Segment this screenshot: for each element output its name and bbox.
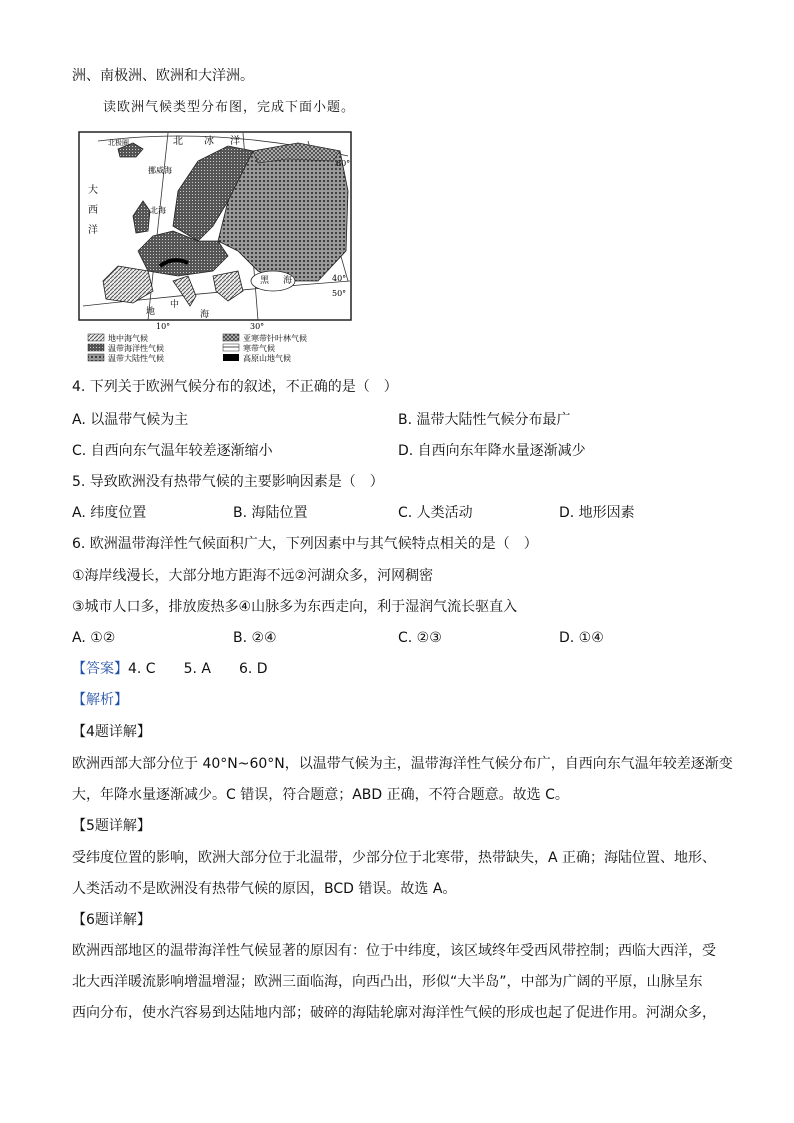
- q6-option-d[interactable]: D. ①④: [559, 630, 604, 646]
- label-north-sea: 北海: [150, 206, 166, 215]
- answer-text: 4. C 5. A 6. D: [128, 661, 268, 677]
- legend-item-polar: 寒带气候: [243, 344, 275, 353]
- legend-item-continental: 温带大陆性气候: [108, 354, 164, 363]
- q5-option-a[interactable]: A. 纬度位置: [72, 505, 147, 521]
- label-10: 10°: [156, 322, 171, 331]
- label-arctic-circle: 北极圈: [108, 139, 129, 147]
- legend-item-oceanic: 温带海洋性气候: [108, 344, 164, 353]
- label-da: 大: [88, 185, 98, 196]
- label-60: 60°: [336, 159, 351, 168]
- detail-4-heading: 【4题详解】: [72, 724, 151, 740]
- legend-item-highland: 高原山地气候: [243, 354, 291, 363]
- detail-6-heading: 【6题详解】: [72, 912, 151, 928]
- detail-4-text-2: 大，年降水量逐渐减少。C 错误，符合题意；ABD 正确，不符合题意。故选 C。: [72, 787, 569, 803]
- question-4: 4. 下列关于欧洲气候分布的叙述，不正确的是（ ）: [72, 379, 398, 395]
- q6-statements-2: ③城市人口多，排放废热多④山脉多为东西走向，利于湿润气流长驱直入: [72, 599, 518, 615]
- detail-6-text-1: 欧洲西部地区的温带海洋性气候显著的原因有：位于中纬度，该区域终年受西风带控制；西临大西洋，受: [72, 943, 716, 959]
- label-zhong: 中: [170, 300, 180, 310]
- label-yang: 洋: [230, 136, 240, 147]
- map-legend: [88, 333, 307, 363]
- q5-option-d[interactable]: D. 地形因素: [559, 505, 635, 521]
- map-intro: 读欧洲气候类型分布图，完成下面小题。: [103, 100, 356, 115]
- label-50: 50°: [332, 289, 347, 298]
- q6-statements-1: ①海岸线漫长，大部分地方距海不远②河湖众多，河网稠密: [72, 568, 434, 584]
- detail-5-text-1: 受纬度位置的影响，欧洲大部分位于北温带，少部分位于北寒带，热带缺失，A 正确；海陆位置、地形、: [72, 850, 717, 866]
- question-5: 5. 导致欧洲没有热带气候的主要影响因素是（ ）: [72, 474, 384, 490]
- q4-option-c[interactable]: C. 自西向东气温年较差逐渐缩小: [72, 443, 273, 459]
- q4-option-b[interactable]: B. 温带大陆性气候分布最广: [398, 412, 571, 428]
- detail-6-text-2: 北大西洋暖流影响增温增湿；欧洲三面临海，向西凸出，形似“大半岛”，中部为广阔的平原，山脉呈东: [72, 974, 703, 990]
- q4-option-a[interactable]: A. 以温带气候为主: [72, 412, 189, 428]
- legend-item-subarctic: 亚寒带针叶林气候: [243, 334, 307, 343]
- q5-option-c[interactable]: C. 人类活动: [398, 505, 473, 521]
- map-svg: [78, 131, 358, 367]
- label-bing: 冰: [204, 136, 214, 147]
- q4-option-d[interactable]: D. 自西向东年降水量逐渐减少: [398, 443, 586, 459]
- detail-5-heading: 【5题详解】: [72, 818, 151, 834]
- answer-label: 【答案】: [72, 661, 128, 677]
- question-6: 6. 欧洲温带海洋性气候面积广大，下列因素中与其气候特点相关的是（ ）: [72, 536, 538, 552]
- europe-climate-map: [78, 131, 358, 367]
- label-30: 30°: [250, 322, 265, 331]
- q6-option-a[interactable]: A. ①②: [72, 630, 116, 646]
- label-di: 地: [146, 307, 156, 317]
- q6-option-b[interactable]: B. ②④: [233, 630, 277, 646]
- detail-5-text-2: 人类活动不是欧洲没有热带气候的原因，BCD 错误。故选 A。: [72, 881, 457, 897]
- q5-option-b[interactable]: B. 海陆位置: [233, 505, 308, 521]
- answer-line: [72, 659, 268, 679]
- label-xi: 西: [88, 205, 98, 216]
- detail-4-text-1: 欧洲西部大部分位于 40°N~60°N，以温带气候为主，温带海洋性气候分布广，自西向东气温年较差逐渐变: [72, 756, 733, 772]
- detail-6-text-3: 西向分布，使水汽容易到达陆地内部；破碎的海陆轮廓对海洋性气候的形成也起了促进作用。河湖众多，: [72, 1005, 716, 1021]
- label-40: 40°: [332, 274, 347, 283]
- q6-option-c[interactable]: C. ②③: [398, 630, 442, 646]
- label-hai: 海: [283, 276, 293, 286]
- label-hei: 黑: [260, 276, 270, 286]
- label-norwegian-sea: 挪威海: [148, 166, 172, 175]
- analysis-heading: 【解析】: [72, 692, 128, 708]
- continuation-line: 洲、南极洲、欧洲和大洋洲。: [72, 68, 254, 84]
- label-yang2: 洋: [88, 225, 98, 236]
- label-bei: 北: [173, 136, 183, 147]
- legend-item-mediterranean: 地中海气候: [108, 334, 148, 343]
- label-hai2: 海: [200, 310, 210, 320]
